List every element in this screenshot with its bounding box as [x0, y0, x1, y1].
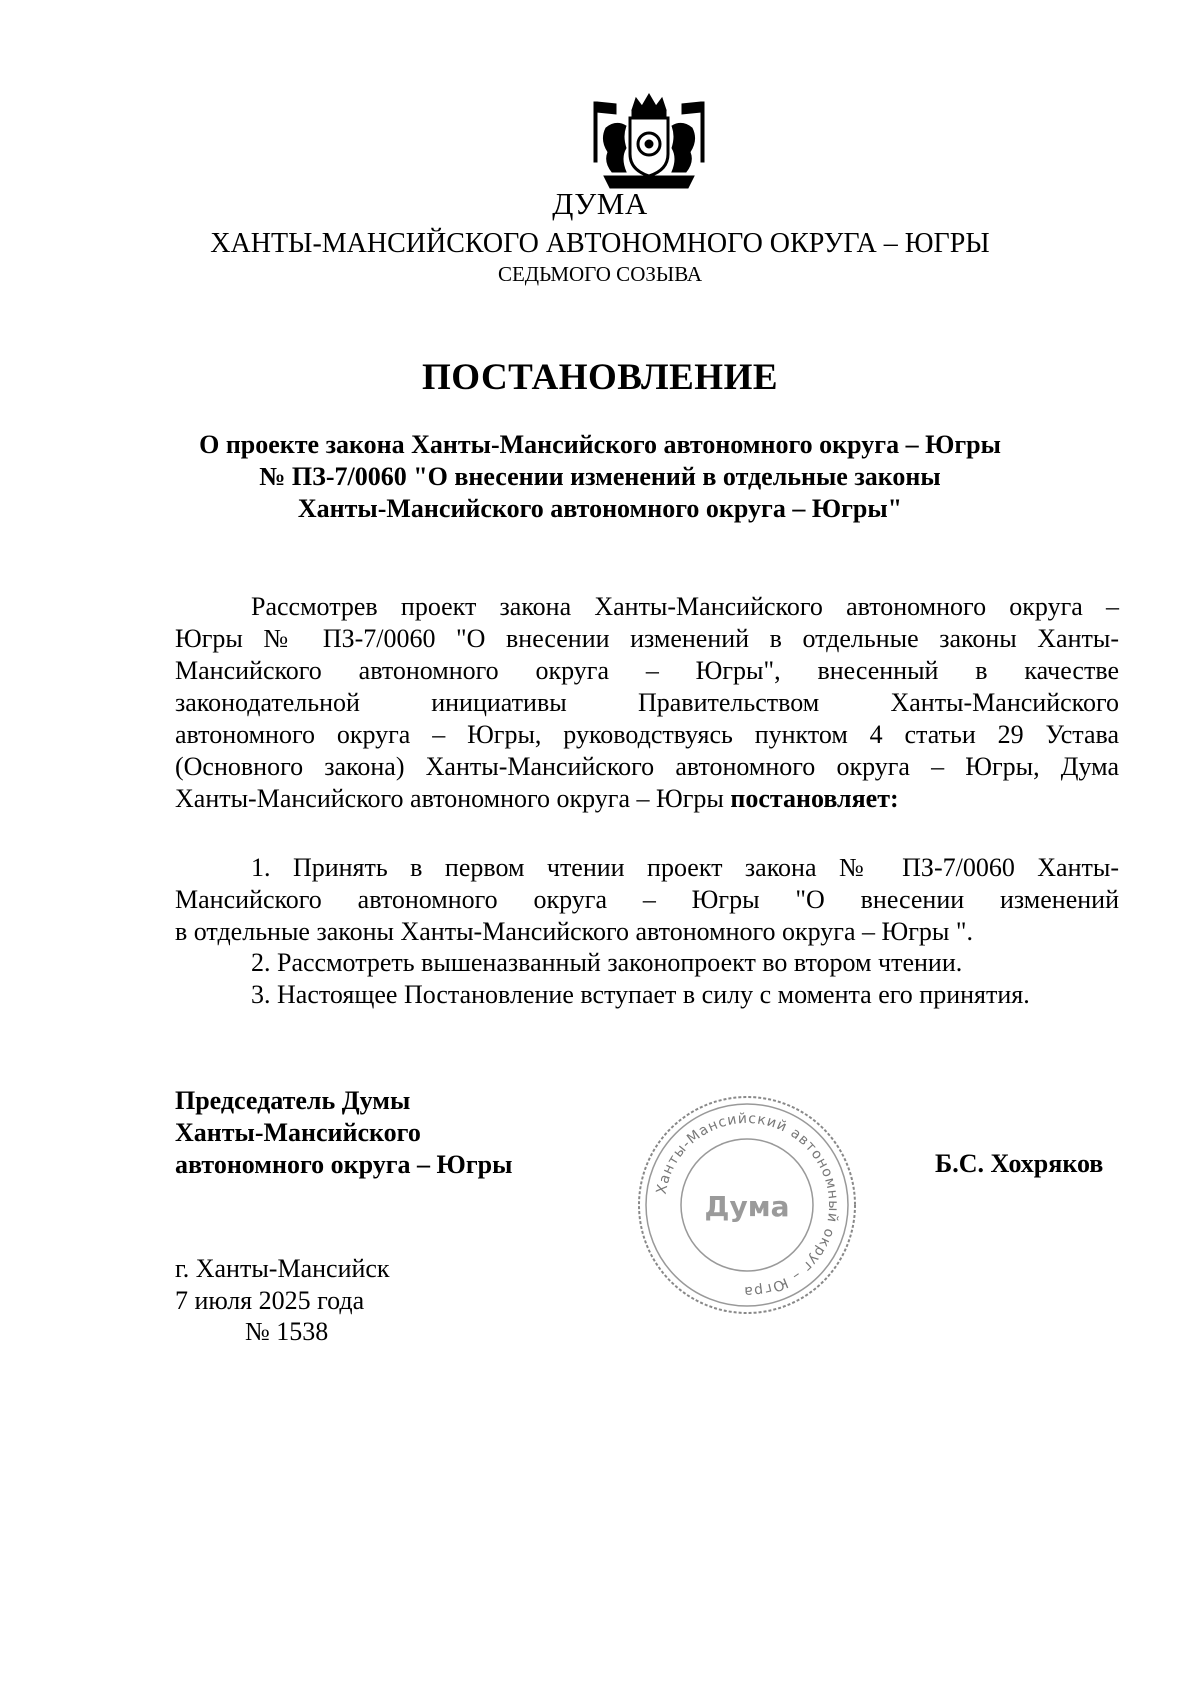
preamble-line: Югры № ПЗ-7/0060 "О внесении изменений в отдельные законы Ханты- [175, 624, 1119, 653]
signatory-position [175, 1085, 512, 1181]
preamble-line: Мансийского автономного округа – Югры", внесенный в качестве [175, 656, 1119, 685]
convocation: СЕДЬМОГО СОЗЫВА [497, 262, 703, 286]
org-name: ДУМА [552, 186, 648, 221]
subject-line: Ханты-Мансийского автономного округа – Югры" [297, 494, 903, 523]
resolution-item-2 [175, 947, 1119, 979]
item-line: 2. Рассмотреть вышеназванный законопроект во втором чтении. [251, 948, 963, 977]
item-line: Мансийского автономного округа – Югры "О внесении изменений [175, 885, 1119, 914]
preamble-line: законодательной инициативы Правительством Ханты-Мансийского [175, 688, 1119, 717]
item-line: 1. Принять в первом чтении проект закона № ПЗ-7/0060 Ханты- [251, 853, 1119, 882]
city: г. Ханты-Мансийск [175, 1254, 390, 1283]
region-name: ХАНТЫ-МАНСИЙСКОГО АВТОНОМНОГО ОКРУГА – ЮГРЫ [210, 228, 990, 259]
preamble-line: Ханты-Мансийского автономного округа – Югры [175, 784, 731, 813]
preamble-line: автономного округа – Югры, руководствуясь пунктом 4 статьи 29 Устава [175, 720, 1119, 749]
item-line: в отдельные законы Ханты-Мансийского автономного округа – Югры ". [175, 917, 973, 946]
resolution-item-1 [175, 852, 1119, 948]
place-and-date [175, 1253, 390, 1317]
official-stamp [632, 1090, 862, 1320]
preamble-line: (Основного закона) Ханты-Мансийского автономного округа – Югры, Дума [175, 752, 1119, 781]
position-line: автономного округа – Югры [175, 1150, 513, 1179]
document-subject [0, 429, 1200, 525]
stamp-ring-text: Ханты-Мансийский автономный округ – Югра [653, 1110, 842, 1300]
preamble-last-line [175, 783, 1119, 815]
document-type-title: ПОСТАНОВЛЕНИЕ [421, 357, 779, 398]
date: 7 июля 2025 года [175, 1286, 365, 1315]
position-line: Председатель Думы [175, 1086, 411, 1115]
document-number: № 1538 [245, 1317, 329, 1346]
subject-line: О проекте закона Ханты-Мансийского автономного округа – Югры [199, 430, 1001, 459]
resolution-item-3 [175, 979, 1119, 1011]
stamp-center-text: Дума [704, 1190, 790, 1223]
signer-name: Б.С. Хохряков [935, 1149, 1104, 1178]
coat-of-arms-icon [590, 92, 708, 192]
item-line: 3. Настоящее Постановление вступает в силу с момента его принятия. [251, 980, 1030, 1009]
position-line: Ханты-Мансийского [175, 1118, 421, 1147]
preamble-paragraph [175, 591, 1119, 815]
resolves-keyword: постановляет: [730, 784, 899, 813]
preamble-line: Рассмотрев проект закона Ханты-Мансийского автономного округа – [251, 592, 1119, 621]
subject-line: № ПЗ-7/0060 "О внесении изменений в отдельные законы [259, 462, 941, 491]
